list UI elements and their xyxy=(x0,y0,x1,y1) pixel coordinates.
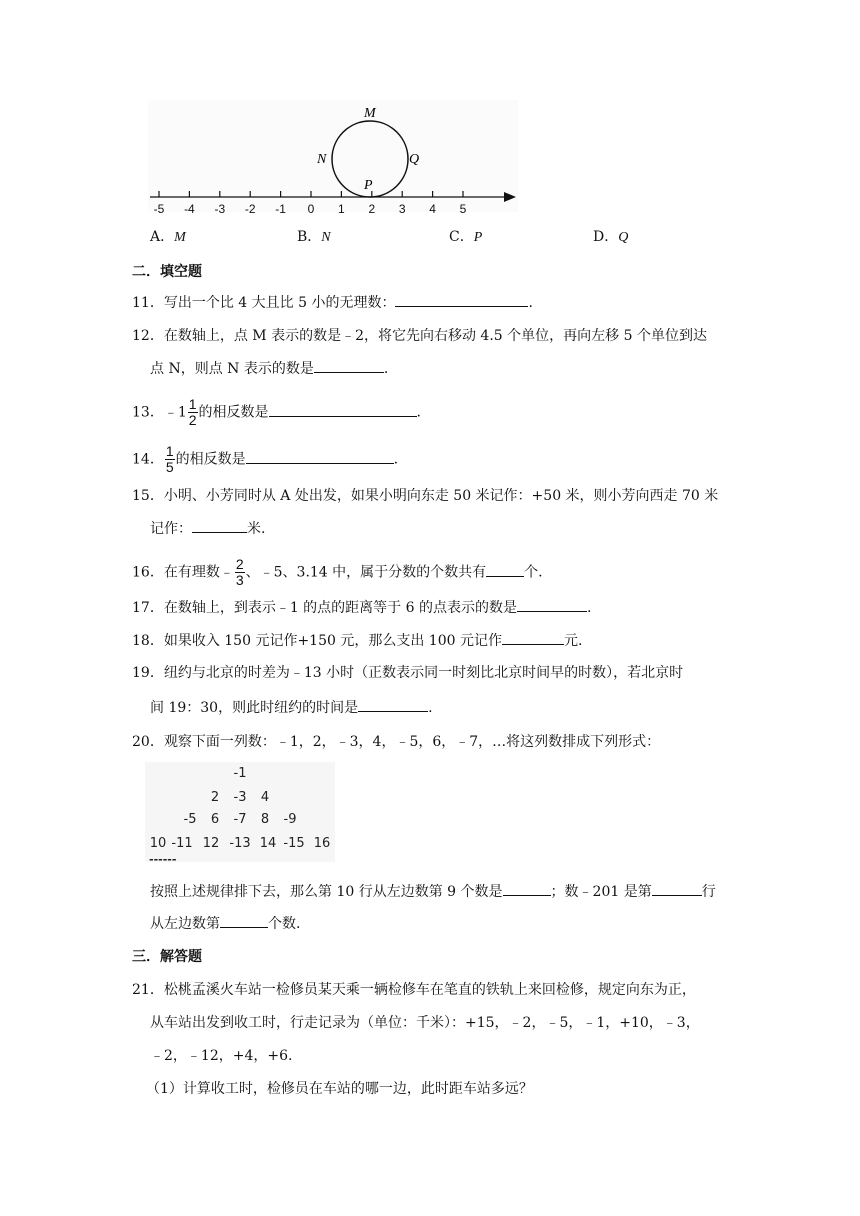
axis-tick-label: -1 xyxy=(275,202,286,216)
triangle-cell: 2 xyxy=(210,790,220,805)
answer-blank xyxy=(652,881,702,896)
triangle-cell: 14 xyxy=(259,836,277,851)
answer-blank xyxy=(502,630,564,645)
question-17: 17．在数轴上，到表示﹣1 的点的距离等于 6 的点表示的数是 . xyxy=(132,597,591,618)
triangle-cell: -11 xyxy=(171,836,193,851)
triangle-cell: 16 xyxy=(313,836,331,851)
question-20: 20．观察下面一列数：﹣1，2，﹣3，4，﹣5，6，﹣7，…将这列数排成下列形式： xyxy=(132,734,661,750)
question-21-cont2: ﹣2，﹣12，+4，+6. xyxy=(150,1048,293,1064)
number-line-figure xyxy=(140,100,530,220)
question-11: 11．写出一个比 4 大且比 5 小的无理数： . xyxy=(132,292,533,313)
triangle-cell: -13 xyxy=(229,836,251,851)
axis-tick-label: 5 xyxy=(459,202,467,216)
triangle-cell: -15 xyxy=(283,836,305,851)
triangle-cell: 10 xyxy=(149,836,167,851)
question-12: 12．在数轴上，点 M 表示的数是﹣2，将它先向右移动 4.5 个单位，再向左移 5 个单位到达 xyxy=(132,328,707,344)
question-20-cont1: 按照上述规律排下去，那么第 10 行从左边数第 9 个数是 ；数﹣201 是第 行 xyxy=(150,881,716,902)
question-13: 13．﹣1 $\frac{1}{2}$ 的相反数是 . xyxy=(132,396,421,428)
triangle-cell: 12 xyxy=(202,836,220,851)
answer-blank xyxy=(503,881,551,896)
axis-tick-label: 1 xyxy=(338,202,345,216)
triangle-cell: -5 xyxy=(183,812,197,827)
question-12-cont: 点 N，则点 N 表示的数是 . xyxy=(150,358,388,379)
axis-tick-label: -4 xyxy=(184,202,195,216)
fraction: $\frac{1}{2}$ xyxy=(188,396,197,428)
answer-blank xyxy=(192,518,247,533)
answer-blank xyxy=(220,913,268,928)
question-15-cont: 记作： 米. xyxy=(150,518,265,539)
answer-blank xyxy=(314,358,384,373)
axis-tick-label: -5 xyxy=(153,202,165,216)
question-14: 14． $\frac{1}{5}$ 的相反数是 . xyxy=(132,443,399,475)
label-N: N xyxy=(317,152,327,167)
axis-tick-label: 2 xyxy=(368,202,376,216)
question-21-part1: （1）计算收工时，检修员在车站的哪一边，此时距车站多远？ xyxy=(146,1081,533,1097)
triangle-cell: -1 xyxy=(233,766,247,781)
fraction: $\frac{1}{5}$ xyxy=(165,443,174,475)
section-heading-answer: 三．解答题 xyxy=(132,949,202,965)
question-19-cont: 间 19：30，则此时纽约的时间是 . xyxy=(150,697,433,718)
option-a: A．M xyxy=(150,229,186,245)
label-P: P xyxy=(364,178,373,193)
fraction: $\frac{2}{3}$ xyxy=(235,556,244,588)
question-20-cont2: 从左边数第 个数. xyxy=(150,913,300,934)
triangle-cell: 8 xyxy=(260,812,270,827)
answer-blank xyxy=(486,562,524,577)
question-15: 15．小明、小芳同时从 A 处出发，如果小明向东走 50 米记作：+50 米，则小芳向西走 70 米 xyxy=(132,488,719,504)
question-21: 21．松桃孟溪火车站一检修员某天乘一辆检修车在笔直的铁轨上来回检修，规定向东为正， xyxy=(132,982,696,998)
question-18: 18．如果收入 150 元记作+150 元，那么支出 100 元记作 元. xyxy=(132,630,582,651)
triangle-cell: -7 xyxy=(233,812,247,827)
answer-blank xyxy=(269,402,417,417)
triangle-cell: -9 xyxy=(283,812,297,827)
option-b: B．N xyxy=(297,229,331,245)
continuation-dots: ------ xyxy=(149,853,177,866)
question-16: 16．在有理数﹣ $\frac{2}{3}$ 、﹣5、3.14 中，属于分数的个数共有 个. xyxy=(132,556,543,588)
answer-blank xyxy=(517,597,587,612)
axis-tick-label: -2 xyxy=(244,202,256,216)
triangle-cell: -3 xyxy=(233,790,247,805)
label-Q: Q xyxy=(409,152,420,167)
answer-blank xyxy=(246,449,394,464)
axis-tick-label: 0 xyxy=(307,202,315,216)
option-c: C．P xyxy=(449,229,483,245)
number-triangle xyxy=(145,762,335,866)
question-19: 19．纽约与北京的时差为﹣13 小时（正数表示同一时刻比北京时间早的时数），若北京时 xyxy=(132,665,684,681)
axis-tick-label: 4 xyxy=(429,202,436,216)
section-heading-fill-blank: 二．填空题 xyxy=(132,264,202,280)
axis-tick-label: 3 xyxy=(398,202,406,216)
option-d: D．Q xyxy=(593,229,629,245)
answer-blank xyxy=(395,292,528,307)
axis-tick-label: -3 xyxy=(214,202,226,216)
triangle-cell: 6 xyxy=(210,812,220,827)
answer-blank xyxy=(358,697,428,712)
label-M: M xyxy=(364,106,376,121)
question-21-cont1: 从车站出发到收工时，行走记录为（单位：千米）：+15，﹣2，﹣5，﹣1，+10，﹣3， xyxy=(150,1015,700,1031)
triangle-cell: 4 xyxy=(260,790,270,805)
